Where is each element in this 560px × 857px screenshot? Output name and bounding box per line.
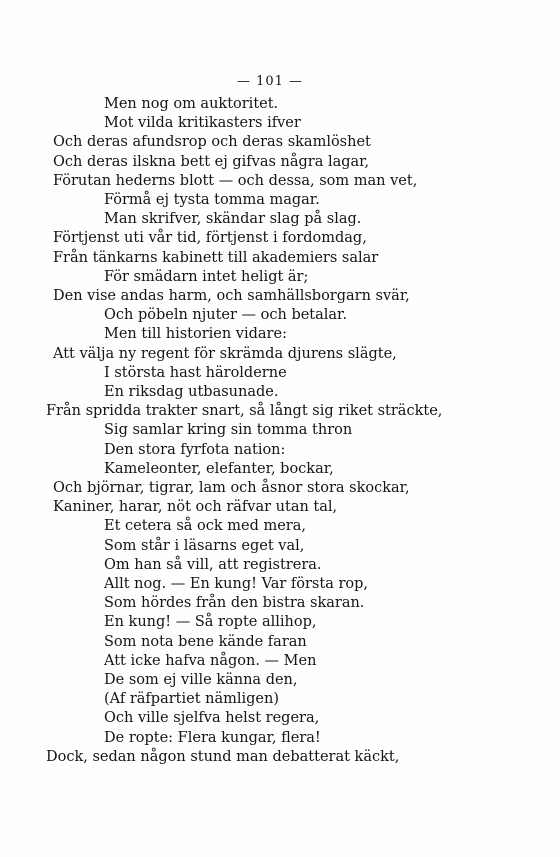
poem-line: Från spridda trakter snart, så långt sig riket sträckte, xyxy=(46,403,443,420)
poem-line: Och pöbeln njuter — och betalar. xyxy=(104,307,348,324)
poem-line: Et cetera så ock med mera, xyxy=(104,518,306,535)
poem-line: Förtjenst uti vår tid, förtjenst i fordomdag, xyxy=(53,230,367,247)
poem-line: Att icke hafva någon. — Men xyxy=(104,652,317,669)
poem-line: Om han så vill, att registrera. xyxy=(104,556,322,573)
poem-line: En riksdag utbasunade. xyxy=(104,384,279,400)
poem-line: Sig samlar kring sin tomma thron xyxy=(104,422,353,439)
poem-line: Och deras afundsrop och deras skamlöshet xyxy=(53,134,371,151)
poem-line: De som ej ville känna den, xyxy=(104,672,298,688)
poem-line: Dock, sedan någon stund man debatterat käckt, xyxy=(46,748,400,765)
page-number: — 101 — xyxy=(236,74,304,89)
poem-line: Som hördes från den bistra skaran. xyxy=(104,595,365,612)
poem-line: I största hast härolderne xyxy=(104,364,287,381)
poem-line: För smädarn intet heligt är; xyxy=(104,268,309,285)
poem-line: Man skrifver, skändar slag på slag. xyxy=(104,211,362,228)
poem-line: Från tänkarns kabinett till akademiers salar xyxy=(53,249,379,266)
poem-line: Förmå ej tysta tomma magar. xyxy=(104,192,320,208)
poem-line: Kameleonter, elefanter, bockar, xyxy=(104,460,334,477)
poem-line: Och ville sjelfva helst regera, xyxy=(104,710,320,727)
poem-line: (Af räfpartiet nämligen) xyxy=(104,691,279,708)
poem-line: Och björnar, tigrar, lam och åsnor stora skockar, xyxy=(53,480,410,496)
poem-line: Förutan hederns blott — och dessa, som man vet, xyxy=(53,172,418,189)
poem-line: Mot vilda kritikasters ifver xyxy=(104,115,301,132)
poem-line: Men till historien vidare: xyxy=(104,326,287,343)
poem-line: En kung! — Så ropte allihop, xyxy=(104,614,317,631)
poem-line: Den stora fyrfota nation: xyxy=(104,441,286,458)
poem-line: Som nota bene kände faran xyxy=(104,633,307,650)
poem-line: Allt nog. — En kung! Var första rop, xyxy=(104,576,369,592)
poem-line: Att välja ny regent för skrämda djurens slägte, xyxy=(53,345,397,362)
poem-line: Som står i läsarns eget val, xyxy=(104,537,305,554)
poem-line: Och deras ilskna bett ej gifvas några lagar, xyxy=(53,153,370,170)
poem-line: De ropte: Flera kungar, flera! xyxy=(104,729,321,746)
poem-line: Den vise andas harm, och samhällsborgarn svär, xyxy=(53,288,410,304)
poem-line: Men nog om auktoritet. xyxy=(104,96,279,112)
poem-line: Kaniner, harar, nöt och räfvar utan tal, xyxy=(53,499,338,516)
